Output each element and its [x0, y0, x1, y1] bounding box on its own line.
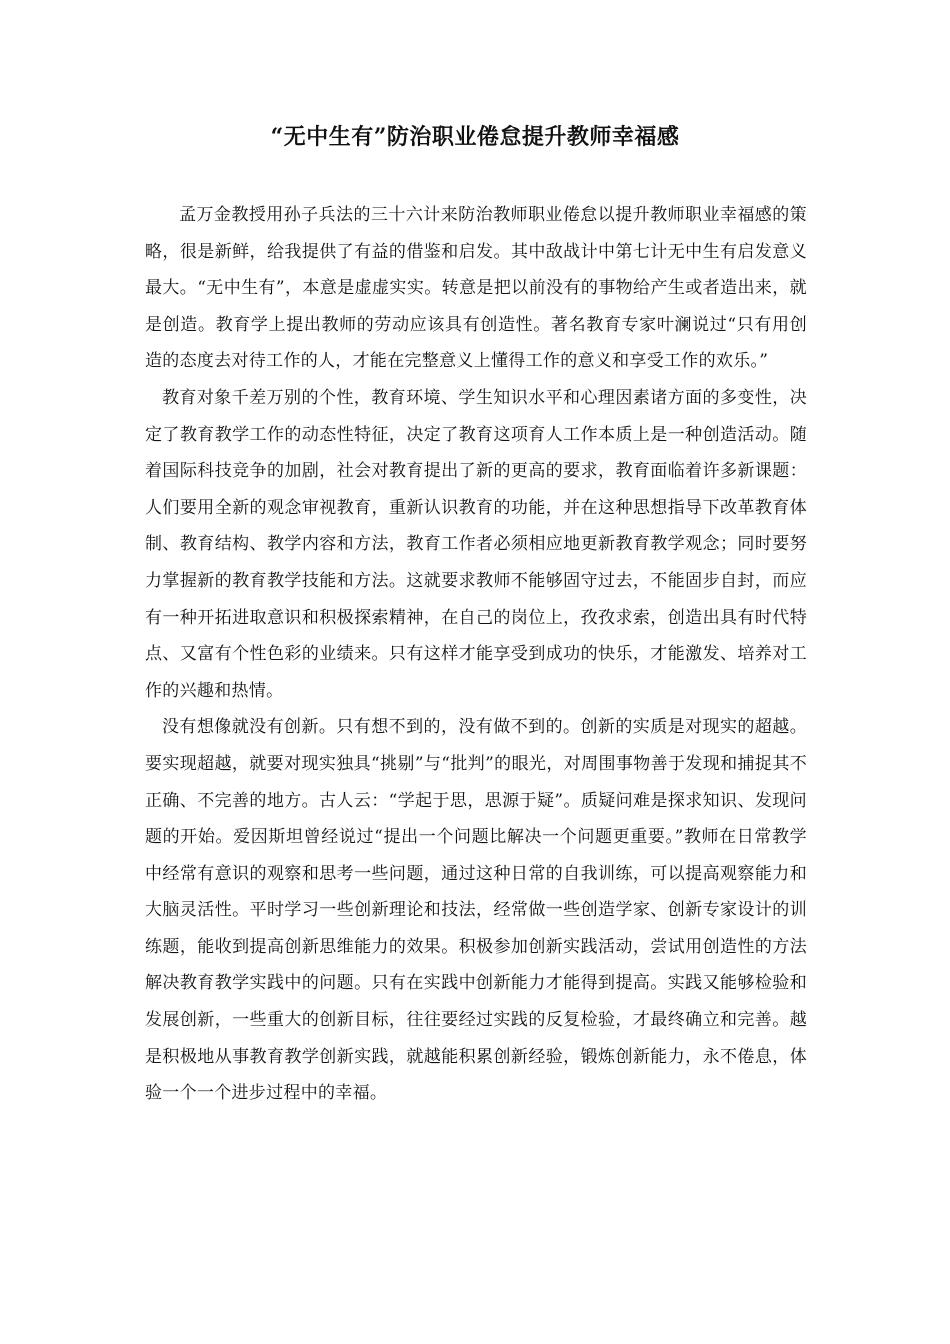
paragraph-3: 没有想像就没有创新。只有想不到的，没有做不到的。创新的实质是对现实的超越。要实现超越，就要对现实独具“挑剔”与“批判”的眼光，对周围事物善于发现和捕捉其不正确、不完善的地方。古人云：“学起于思，思源于疑”。质疑问难是探求知识、发现问题的开始。爱因斯坦曾经说过“提出一个问题比解决一个问题更重要。”教师在日常教学中经常有意识的观察和思考一些问题，通过这种日常的自我训练，可以提高观察能力和大脑灵活性。平时学习一些创新理论和技法，经常做一些创造学家、创新专家设计的训练题，能收到提高创新思维能力的效果。积极参加创新实践活动，尝试用创造性的方法解决教育教学实践中的问题。只有在实践中创新能力才能得到提高。实践又能够检验和发展创新，一些重大的创新目标，往往要经过实践的反复检验，才最终确立和完善。越是积极地从事教育教学创新实践，就越能积累创新经验，锻炼创新能力，永不倦息，体验一个一个进步过程中的幸福。 — [145, 717, 807, 1104]
paragraph-2: 教育对象千差万别的个性，教育环境、学生知识水平和心理因素诸方面的多变性，决定了教育教学工作的动态性特征，决定了教育这项育人工作本质上是一种创造活动。随着国际科技竞争的加剧，社会对教育提出了新的更高的要求，教育面临着许多新课题：人们要用全新的观念审视教育，重新认识教育的功能，并在这种思想指导下改革教育体制、教育结构、教学内容和方法，教育工作者必须相应地更新教育教学观念；同时要努力掌握新的教育教学技能和方法。这就要求教师不能够固守过去，不能固步自封，而应有一种开拓进取意识和积极探索精神，在自己的岗位上，孜孜求索，创造出具有时代特点、又富有个性色彩的业绩来。只有这样才能享受到成功的快乐，才能激发、培养对工作的兴趣和热情。 — [145, 387, 807, 701]
document-title: “无中生有”防治职业倦怠提升教师幸福感 — [270, 124, 680, 150]
document-body — [145, 197, 807, 1112]
paragraph-1: 孟万金教授用孙子兵法的三十六计来防治教师职业倦怠以提升教师职业幸福感的策略，很是新鲜，给我提供了有益的借鉴和启发。其中敌战计中第七计无中生有启发意义最大。“无中生有”，本意是虚虚实实。转意是把以前没有的事物给产生或者造出来，就是创造。教育学上提出教师的劳动应该具有创造性。著名教育专家叶澜说过“只有用创造的态度去对待工作的人，才能在完整意义上懂得工作的意义和享受工作的欢乐。” — [145, 205, 807, 372]
